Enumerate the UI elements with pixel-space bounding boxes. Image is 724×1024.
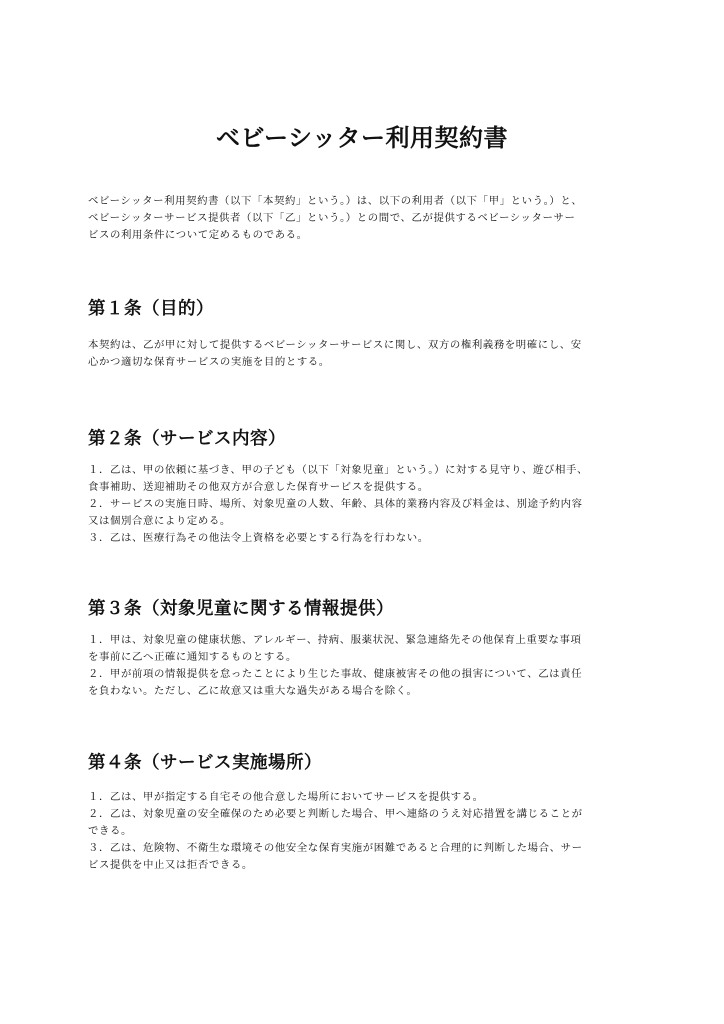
article-3-clause-2: ２．甲が前項の情報提供を怠ったことにより生じた事故、健康被害その他の損害について、乙は責任 を負わない。ただし、乙に故意又は重大な過失がある場合を除く。 xyxy=(88,668,583,697)
article-4-body xyxy=(88,789,648,874)
article-3-heading: 第３条（対象児童に関する情報提供） xyxy=(88,599,394,619)
article-1-clause-1: 本契約は、乙が甲に対して提供するベビーシッターサービスに関し、双方の権利義務を明確にし、安 心かつ適切な保育サービスの実施を目的とする。 xyxy=(88,339,582,368)
article-1-body xyxy=(88,337,648,371)
article-2-clause-1: １．乙は、甲の依頼に基づき、甲の子ども（以下「対象児童」という。）に対する見守り、遊び相手、 食事補助、送迎補助その他双方が合意した保育サービスを提供する。 xyxy=(88,464,588,493)
article-3-clause-1: １．甲は、対象児童の健康状態、アレルギー、持病、服薬状況、緊急連絡先その他保育上重要な事項 を事前に乙へ正確に通知するものとする。 xyxy=(88,634,582,663)
article-2-clause-2: ２．サービスの実施日時、場所、対象児童の人数、年齢、具体的業務内容及び料金は、別途予約内容 又は個別合意により定める。 xyxy=(88,498,583,527)
article-2-body xyxy=(88,462,648,547)
article-4-clause-1: １．乙は、甲が指定する自宅その他合意した場所においてサービスを提供する。 xyxy=(88,791,484,803)
article-4-clause-3: ３．乙は、危険物、不衛生な環境その他安全な保育実施が困難であると合理的に判断した場合、サー ビス提供を中止又は拒否できる。 xyxy=(88,842,583,871)
article-2-clause-3: ３．乙は、医療行為その他法令上資格を必要とする行為を行わない。 xyxy=(88,532,429,544)
article-3-body xyxy=(88,632,648,700)
document-title: ベビーシッター利用契約書 xyxy=(215,124,509,152)
intro-paragraph: ベビーシッター利用契約書（以下「本契約」という。）は、以下の利用者（以下「甲」という。）と、 ベビーシッターサービス提供者（以下「乙」という。）との間で、乙が提供するベビーシッターサー ビスの利用条件について定めるものである。 xyxy=(88,195,583,241)
article-4-clause-2: ２．乙は、対象児童の安全確保のため必要と判断した場合、甲へ連絡のうえ対応措置を講じることが できる。 xyxy=(88,808,583,837)
article-2-heading: 第２条（サービス内容） xyxy=(88,429,286,449)
article-1-heading: 第１条（目的） xyxy=(88,299,214,319)
article-4-heading: 第４条（サービス実施場所） xyxy=(88,753,322,773)
